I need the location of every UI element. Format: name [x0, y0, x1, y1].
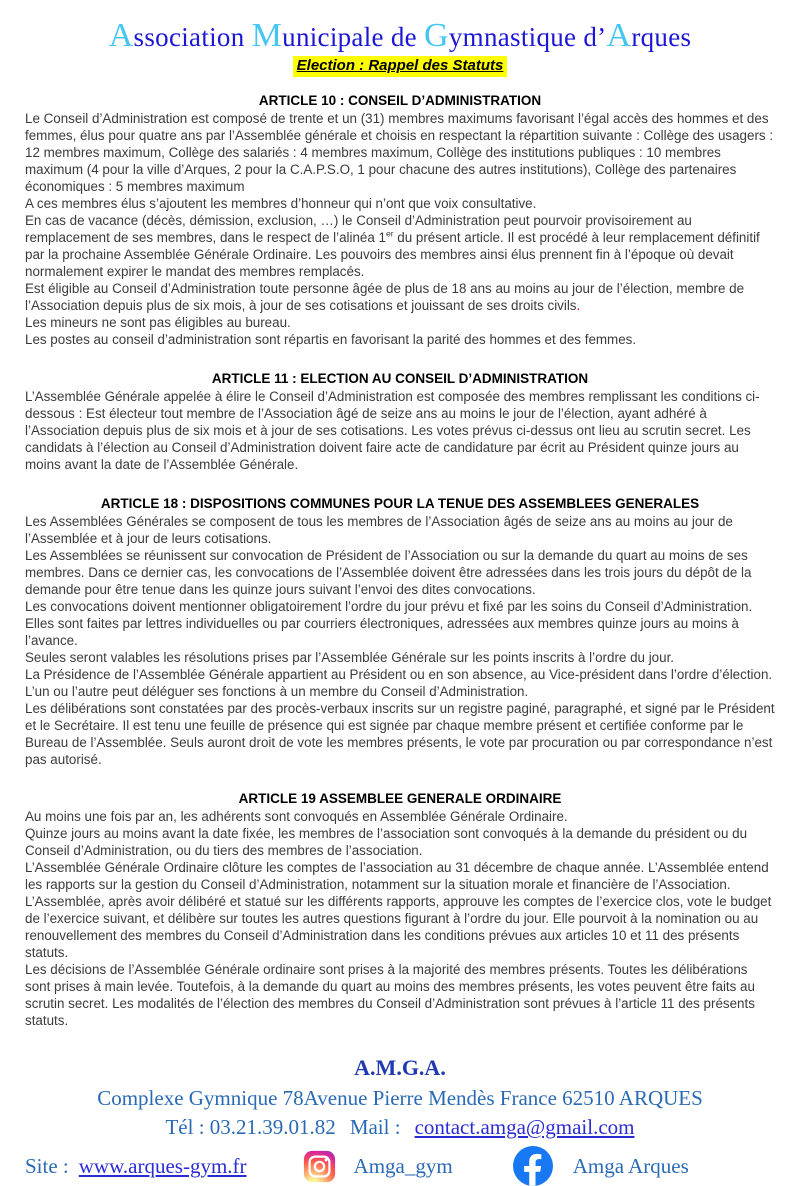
article-19-paragraph-decisions: Les décisions de l’Assemblée Générale ordinaire sont prises à la majorité des membres présents. Toutes les délibérations sont prises à main levée. Toutefois, à la demande du quart au moins des membres présents, les votes peuvent être faits au scrutin secret. Les modalités de l’élection des membres du Conseil d’Administration sont prévues à l’article 11 des présents statuts.	[25, 962, 755, 1028]
paragraph-text: Est éligible au Conseil d’Administration toute personne âgée de plus de 18 ans au moins au jour de l’élection, membre de l’Association depuis plus de six mois, à jour de ses cotisations et jouissant de ses droits civils	[25, 281, 745, 313]
superscript-er: er	[386, 228, 394, 239]
subtitle-row	[25, 56, 775, 77]
facebook-handle: Amga Arques	[572, 1153, 689, 1178]
mail-label: Mail :	[349, 1115, 401, 1139]
article-11-heading: ARTICLE 11 : ELECTION AU CONSEIL D’ADMINISTRATION	[211, 371, 589, 386]
article-10-section	[25, 92, 775, 348]
article-10-paragraph-composition: Le Conseil d’Administration est composé de trente et un (31) membres maximums favorisant l’égal accès des hommes et des femmes, élus pour quatre ans par l’Assemblée générale et choisis en respectant la répartition suivante : Collège des usagers : 12 membres maximum, Collège des salariés : 4 membres maximum, Collège des institutions publiques : 10 membres maximum (4 pour la ville d’Arques, 2 pour la C.A.P.S.O, 1 pour chacune des autres institutions), Collège des partenaires économiques : 5 membres maximum	[25, 111, 774, 194]
title-text: unicipale de	[282, 22, 424, 52]
article-19-heading: ARTICLE 19 ASSEMBLEE GENERALE ORDINAIRE	[238, 791, 562, 806]
article-18-paragraph-convocations: Les convocations doivent mentionner obligatoirement l’ordre du jour prévu et fixé par les soins du Conseil d’Administration. Elles sont faites par lettres individuelles ou par courriers électroniques, adressées aux membres quinze jours au moins à l’avance.	[25, 599, 753, 648]
facebook-icon[interactable]	[513, 1146, 553, 1186]
paragraph-text: En cas de vacance (décès, démission, exclusion, …) le Conseil d’Administration peut pourvoir provisoirement au remplacement de ses membres, dans le respect de l’alinéa 1	[25, 213, 692, 245]
instagram-handle: Amga_gym	[353, 1153, 453, 1178]
article-19-paragraph-convocation-annuelle: Au moins une fois par an, les adhérents sont convoqués en Assemblée Générale Ordinaire.	[25, 809, 568, 824]
instagram-icon[interactable]	[303, 1150, 336, 1183]
article-10-paragraph-parite: Les postes au conseil d’administration sont répartis en favorisant la parité des hommes et des femmes.	[25, 332, 637, 347]
article-18-section	[25, 495, 775, 768]
title-initial: M	[251, 17, 283, 54]
title-text: ssociation	[133, 22, 252, 52]
title-text: rques	[631, 22, 692, 52]
article-19-section	[25, 790, 775, 1029]
title-initial: A	[108, 17, 134, 54]
article-10-heading: ARTICLE 10 : CONSEIL D’ADMINISTRATION	[258, 93, 542, 108]
footer-tel-mail-row	[25, 1115, 775, 1140]
footer-address: Complexe Gymnique 78Avenue Pierre Mendès France 62510 ARQUES	[97, 1086, 703, 1110]
footer-site-social-row	[25, 1146, 775, 1186]
article-18-paragraph-presidence: La Présidence de l’Assemblée Générale appartient au Président ou en son absence, au Vice-président dans l’ordre d’élection. L’un ou l’autre peut déléguer ses fonctions à un membre du Conseil d’Administration.	[25, 667, 773, 699]
article-19-paragraph-cloture-comptes: L’Assemblée Générale Ordinaire clôture les comptes de l’association au 31 décembre de chaque année. L’Assemblée entend les rapports sur la gestion du Conseil d’Administration, notamment sur la situation morale et financière de l’Association. L’Assemblée, après avoir délibéré et statué sur les différents rapports, approuve les comptes de l’exercice clos, vote le budget de l’exercice suivant, et délibère sur toutes les autres questions figurant à l’ordre du jour. Elle pourvoit à la nomination ou au renouvellement des membres du Conseil d’Administration dans les conditions prévues aux articles 10 et 11 des présents statuts.	[25, 860, 772, 960]
website-link[interactable]: www.arques-gym.fr	[78, 1153, 247, 1178]
article-11-paragraph-electeurs: L’Assemblée Générale appelée à élire le Conseil d’Administration est composée des membres remplissant les conditions ci-dessous : Est électeur tout membre de l’Association âgé de seize ans au moins le jour de l’élection, ayant adhéré à l’Association depuis plus de six mois et à jour de ses cotisations. Les votes prévus ci-dessus ont lieu au scrutin secret. Les candidats à l’élection au Conseil d’Administration doivent faire acte de candidature par écrit au Président quinze jours au moins avant la date de l’Assemblée Générale.	[25, 389, 760, 472]
title-initial: A	[606, 17, 632, 54]
article-18-heading: ARTICLE 18 : DISPOSITIONS COMMUNES POUR LA TENUE DES ASSEMBLEES GENERALES	[100, 496, 700, 511]
title-initial: G	[423, 17, 449, 54]
title-text: ymnastique d’	[448, 22, 607, 52]
subtitle-highlight: Election : Rappel des Statuts	[293, 56, 508, 77]
red-period: .	[576, 298, 581, 313]
article-18-paragraph-composition: Les Assemblées Générales se composent de tous les membres de l’Association âgés de seize ans au moins au jour de l’Assemblée et à jour de leurs cotisations.	[25, 514, 733, 546]
article-18-paragraph-resolutions: Seules seront valables les résolutions prises par l’Assemblée Générale sur les points inscrits à l’ordre du jour.	[25, 650, 675, 665]
paragraph-text: du présent article. Il est procédé à leur remplacement définitif par la prochaine Assemblée Générale Ordinaire. Les pouvoirs des membres ainsi élus prennent fin à l’époque où devait normalement expirer le mandat des membres remplacés.	[25, 230, 760, 279]
article-11-section	[25, 370, 775, 473]
footer-org-name: A.M.G.A.	[354, 1055, 446, 1080]
mail-link[interactable]: contact.amga@gmail.com	[414, 1115, 635, 1139]
article-19-paragraph-quinze-jours: Quinze jours au moins avant la date fixée, les membres de l’association sont convoqués à la demande du président ou du Conseil d’Administration, ou du tiers des membres de l’association.	[25, 826, 748, 858]
phone-number: Tél : 03.21.39.01.82	[165, 1115, 336, 1139]
article-18-paragraph-reunion: Les Assemblées se réunissent sur convocation de Président de l’Association ou sur la demande du quart au moins de ses membres. Dans ce dernier cas, les convocations de l’Assemblée doivent être adressées dans les trois jours du dépôt de la demande pour être tenue dans les quinze jours suivant l’envoi des dites convocations.	[25, 548, 752, 597]
article-10-paragraph-eligibilite	[25, 280, 775, 314]
article-10-paragraph-vacance	[25, 212, 775, 280]
contact-footer	[25, 1055, 775, 1186]
page-title	[25, 18, 775, 55]
site-label: Site :	[25, 1153, 69, 1178]
article-18-paragraph-deliberations: Les délibérations sont constatées par des procès-verbaux inscrits sur un registre paginé, paragraphé, et signé par le Président et le Secrétaire. Il est tenu une feuille de présence qui est signée par chaque membre présent et certifiée conforme par le Bureau de l’Assemblée. Seuls auront droit de vote les membres présents, le vote par procuration ou par correspondance n’est pas autorisé.	[25, 701, 775, 767]
article-10-paragraph-mineurs: Les mineurs ne sont pas éligibles au bureau.	[25, 315, 291, 330]
article-10-paragraph-honneur: A ces membres élus s’ajoutent les membres d’honneur qui n’ont que voix consultative.	[25, 196, 537, 211]
